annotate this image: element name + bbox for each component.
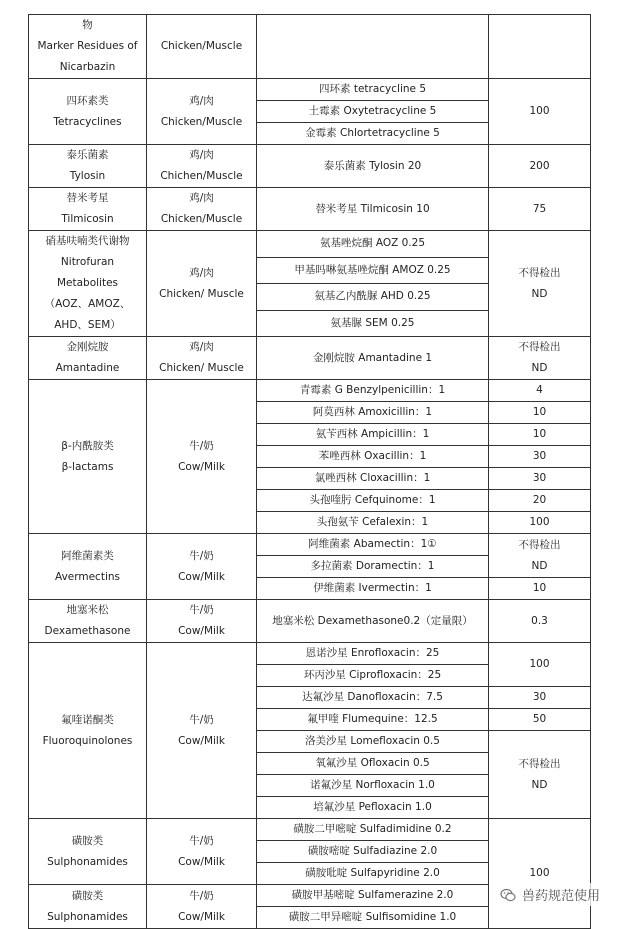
category-line: 物: [82, 19, 93, 31]
category-line: 金刚烷胺: [66, 341, 109, 353]
mrl-cell: [489, 512, 591, 534]
material-cell: [147, 885, 257, 929]
category-cell: [29, 534, 147, 600]
material-line: 鸡/肉: [189, 266, 214, 279]
mrl-value: 30: [532, 450, 547, 462]
mrl-cell: [489, 534, 591, 578]
residue-cell: 青霉素 G Benzylpenicillin：1: [257, 380, 489, 402]
material-line: 牛/奶: [189, 549, 214, 562]
material-cell: [147, 534, 257, 600]
mrl-cell: [489, 231, 591, 337]
material-line: Cow/Milk: [178, 734, 225, 747]
table-row: [29, 145, 591, 188]
residue-cell: 诺氟沙星 Norfloxacin 1.0: [257, 775, 489, 797]
residue-cell: 氨基脲 SEM 0.25: [257, 310, 489, 337]
material-cell: [147, 145, 257, 188]
material-line: Cow/Milk: [178, 460, 225, 473]
mrl-value: 50: [532, 713, 547, 725]
category-line: 硝基呋喃类代谢物: [45, 235, 130, 247]
material-cell: [147, 643, 257, 819]
residue-cell: 头孢喹肟 Cefquinome：1: [257, 490, 489, 512]
category-line: Nitrofuran: [60, 256, 115, 268]
residue-cell: 磺胺吡啶 Sulfapyridine 2.0: [257, 863, 489, 885]
residue-cell: 多拉菌素 Doramectin：1: [257, 556, 489, 578]
material-cell: [147, 15, 257, 79]
material-cell: [147, 600, 257, 643]
watermark: [496, 883, 604, 906]
category-line: Tilmicosin: [61, 213, 114, 225]
mrl-cell: [489, 490, 591, 512]
mrl-cell: [489, 819, 591, 929]
category-line: AHD、SEM）: [54, 319, 121, 331]
mrl-value: ND: [531, 362, 548, 374]
material-line: Chichen/Muscle: [160, 170, 243, 182]
table-row: [29, 188, 591, 231]
material-cell: [147, 79, 257, 145]
material-line: Cow/Milk: [178, 570, 225, 583]
mrl-value: 10: [532, 582, 547, 594]
mrl-value: 75: [532, 202, 547, 215]
residue-cell: 土霉素 Oxytetracycline 5: [257, 101, 489, 123]
material-line: 鸡/肉: [189, 94, 214, 107]
residue-cell: 甲基吗啉氨基唑烷酮 AMOZ 0.25: [257, 257, 489, 284]
residue-cell: 恩诺沙星 Enrofloxacin：25: [257, 643, 489, 665]
mrl-value: 200: [529, 159, 550, 172]
category-line: Tylosin: [69, 170, 106, 182]
category-line: （AOZ、AMOZ、: [44, 298, 131, 310]
category-cell: [29, 600, 147, 643]
category-line: Metabolites: [56, 277, 119, 289]
table-row: [29, 79, 591, 101]
category-line: 地塞米松: [66, 604, 109, 616]
mrl-cell: [489, 731, 591, 819]
watermark-text: 兽药规范使用: [521, 889, 600, 904]
residue-cell: 洛美沙星 Lomefloxacin 0.5: [257, 731, 489, 753]
category-line: β-lactams: [61, 460, 114, 473]
residue-cell: 地塞米松 Dexamethasone0.2（定量限）: [257, 600, 489, 643]
mrl-value: 100: [529, 867, 550, 879]
material-line: 牛/奶: [189, 889, 214, 902]
wechat-icon: [500, 887, 516, 903]
material-line: 鸡/肉: [189, 341, 214, 353]
category-line: 磺胺类: [71, 889, 104, 902]
category-cell: [29, 885, 147, 929]
material-line: 牛/奶: [189, 834, 214, 847]
material-line: Chicken/Muscle: [160, 40, 243, 52]
residue-cell: 磺胺二甲嘧啶 Sulfadimidine 0.2: [257, 819, 489, 841]
category-line: Tetracyclines: [53, 115, 122, 128]
residue-cell: 氨基唑烷酮 AOZ 0.25: [257, 231, 489, 258]
residue-cell: 头孢氨苄 Cefalexin：1: [257, 512, 489, 534]
residue-cell: 四环素 tetracycline 5: [257, 79, 489, 101]
material-line: 牛/奶: [189, 713, 214, 726]
material-line: Chicken/ Muscle: [159, 287, 244, 300]
category-cell: [29, 79, 147, 145]
mrl-cell: [489, 380, 591, 402]
mrl-cell: [489, 578, 591, 600]
residue-cell: 氧氟沙星 Ofloxacin 0.5: [257, 753, 489, 775]
material-line: 鸡/肉: [189, 149, 214, 161]
residue-cell: 氨基乙内酰脲 AHD 0.25: [257, 284, 489, 311]
category-line: Marker Residues of: [37, 40, 138, 52]
mrl-cell: [489, 402, 591, 424]
residue-cell: 磺胺嘧啶 Sulfadiazine 2.0: [257, 841, 489, 863]
material-cell: [147, 819, 257, 885]
mrl-cell: [489, 424, 591, 446]
category-line: Sulphonamides: [47, 910, 128, 923]
residue-cell: 替米考星 Tilmicosin 10: [257, 188, 489, 231]
category-cell: [29, 145, 147, 188]
mrl-cell: [489, 337, 591, 380]
table-row: [29, 600, 591, 643]
category-cell: [29, 188, 147, 231]
residue-cell: 氟甲喹 Flumequine：12.5: [257, 709, 489, 731]
mrl-value: ND: [531, 559, 548, 572]
mrl-value: 不得检出: [518, 538, 561, 551]
category-line: Sulphonamides: [47, 855, 128, 868]
material-cell: [147, 380, 257, 534]
residue-cell: 培氟沙星 Pefloxacin 1.0: [257, 797, 489, 819]
table-row: [29, 337, 591, 380]
mrl-value: 20: [532, 494, 547, 506]
mrl-cell: [489, 145, 591, 188]
material-cell: [147, 231, 257, 337]
category-line: β-内酰胺类: [61, 439, 114, 452]
table-row: [29, 380, 591, 402]
material-line: Cow/Milk: [178, 910, 225, 923]
mrl-cell: [489, 600, 591, 643]
mrl-value: 4: [536, 384, 543, 396]
mrl-cell: [489, 468, 591, 490]
residue-cell: 金霉素 Chlortetracycline 5: [257, 123, 489, 145]
category-line: 四环素类: [66, 94, 109, 107]
residue-cell: [257, 15, 489, 79]
table-row: [29, 534, 591, 556]
residue-limit-table: [28, 14, 591, 929]
mrl-value: 10: [532, 428, 547, 440]
residue-cell: 达氟沙星 Danofloxacin：7.5: [257, 687, 489, 709]
category-line: Amantadine: [55, 362, 120, 374]
mrl-value: 10: [532, 406, 547, 418]
table-row: [29, 819, 591, 841]
table-row: [29, 231, 591, 258]
category-cell: [29, 15, 147, 79]
category-cell: [29, 380, 147, 534]
category-cell: [29, 231, 147, 337]
material-line: Chicken/Muscle: [160, 213, 243, 225]
mrl-value: ND: [531, 287, 548, 300]
category-line: Nicarbazin: [59, 61, 116, 73]
category-line: Dexamethasone: [44, 625, 131, 637]
residue-cell: 磺胺甲基嘧啶 Sulfamerazine 2.0: [257, 885, 489, 907]
category-cell: [29, 819, 147, 885]
residue-cell: 泰乐菌素 Tylosin 20: [257, 145, 489, 188]
material-line: Chicken/Muscle: [160, 115, 243, 128]
mrl-value: 不得检出: [518, 341, 561, 353]
mrl-value: 0.3: [531, 614, 548, 627]
mrl-cell: [489, 446, 591, 468]
mrl-value: 100: [529, 658, 550, 670]
residue-cell: 金刚烷胺 Amantadine 1: [257, 337, 489, 380]
mrl-value: 100: [529, 105, 550, 117]
category-line: 磺胺类: [71, 834, 104, 847]
residue-cell: 阿莫西林 Amoxicillin：1: [257, 402, 489, 424]
mrl-value: 不得检出: [518, 266, 561, 279]
residue-cell: 氯唑西林 Cloxacillin：1: [257, 468, 489, 490]
material-line: 牛/奶: [189, 439, 214, 452]
table-row: [29, 15, 591, 79]
mrl-cell: [489, 79, 591, 145]
category-cell: [29, 337, 147, 380]
category-line: 替米考星: [66, 192, 109, 204]
material-cell: [147, 188, 257, 231]
mrl-cell: [489, 687, 591, 709]
mrl-cell: [489, 15, 591, 79]
material-line: Cow/Milk: [178, 625, 225, 637]
category-line: 泰乐菌素: [66, 149, 109, 161]
residue-cell: 苯唑西林 Oxacillin：1: [257, 446, 489, 468]
category-line: 阿维菌素类: [61, 549, 114, 562]
residue-cell: 阿维菌素 Abamectin：1①: [257, 534, 489, 556]
mrl-value: 30: [532, 691, 547, 703]
mrl-cell: [489, 188, 591, 231]
mrl-cell: [489, 643, 591, 687]
material-line: 鸡/肉: [189, 192, 214, 204]
category-cell: [29, 643, 147, 819]
mrl-value: 100: [529, 516, 550, 528]
mrl-value: 不得检出: [518, 757, 561, 770]
material-line: 牛/奶: [189, 604, 214, 616]
residue-cell: 伊维菌素 Ivermectin：1: [257, 578, 489, 600]
category-line: Avermectins: [55, 570, 120, 583]
mrl-value: ND: [531, 778, 548, 791]
mrl-value: 30: [532, 472, 547, 484]
material-cell: [147, 337, 257, 380]
table-row: [29, 643, 591, 665]
material-line: Chicken/ Muscle: [159, 362, 244, 374]
category-line: 氟喹诺酮类: [61, 713, 114, 726]
material-line: Cow/Milk: [178, 855, 225, 868]
category-line: Fluoroquinolones: [42, 734, 133, 747]
residue-cell: 磺胺二甲异嘧啶 Sulfisomidine 1.0: [257, 907, 489, 929]
residue-cell: 环丙沙星 Ciprofloxacin：25: [257, 665, 489, 687]
mrl-cell: [489, 709, 591, 731]
residue-cell: 氨苄西林 Ampicillin：1: [257, 424, 489, 446]
